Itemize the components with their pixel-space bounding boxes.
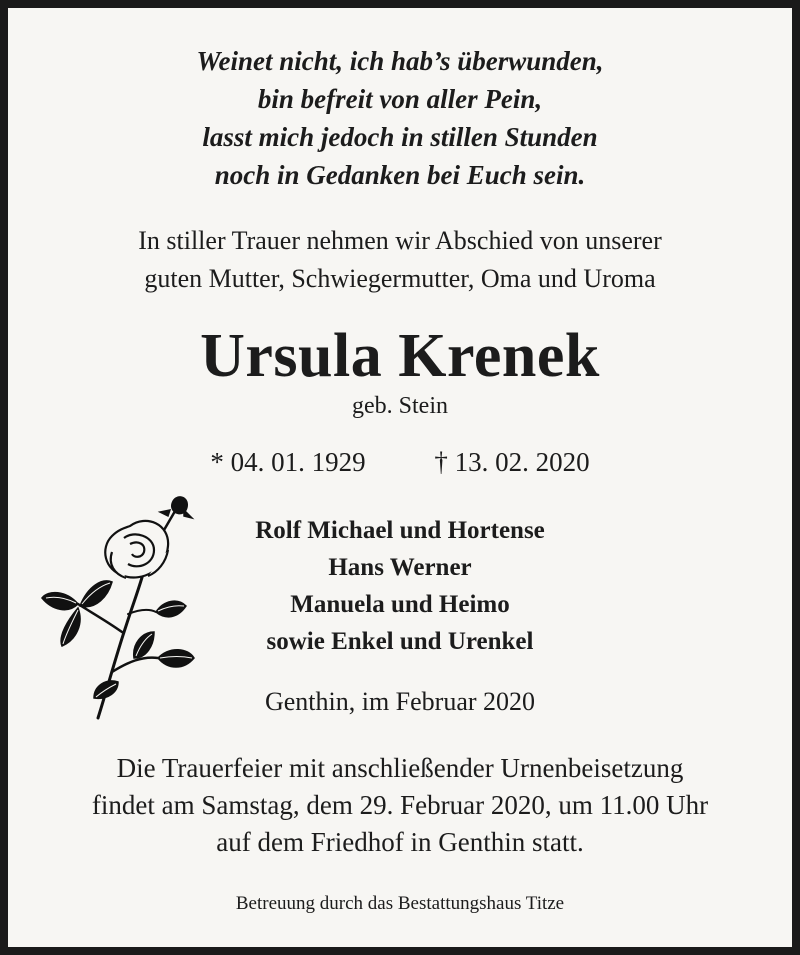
service-line: findet am Samstag, dem 29. Februar 2020, um 11.00 Uhr	[91, 790, 709, 820]
poem	[8, 42, 792, 194]
deceased-name: Ursula Krenek	[200, 322, 600, 390]
mourner-line: Manuela und Heimo	[290, 591, 510, 618]
poem-line: lasst mich jedoch in stillen Stunden	[202, 122, 598, 152]
maiden-name: geb. Stein	[352, 393, 448, 419]
birth-date: * 04. 01. 1929	[210, 447, 366, 477]
intro-text	[8, 222, 792, 298]
mourners-list	[8, 512, 792, 660]
mourner-line: sowie Enkel und Urenkel	[266, 628, 534, 655]
intro-line: guten Mutter, Schwiegermutter, Oma und Uroma	[144, 264, 656, 293]
place-and-date: Genthin, im Februar 2020	[264, 687, 536, 716]
mourner-line: Rolf Michael und Hortense	[255, 517, 545, 544]
death-date: † 13. 02. 2020	[434, 447, 590, 477]
service-line: auf dem Friedhof in Genthin statt.	[216, 827, 584, 857]
mourner-line: Hans Werner	[328, 554, 472, 581]
life-dates	[8, 444, 792, 480]
funeral-home-credit: Betreuung durch das Bestattungshaus Titze	[235, 893, 565, 914]
service-line: Die Trauerfeier mit anschließender Urnenbeisetzung	[116, 753, 684, 783]
poem-line: Weinet nicht, ich hab’s überwunden,	[196, 46, 604, 76]
intro-line: In stiller Trauer nehmen wir Abschied von unserer	[138, 226, 662, 255]
service-info	[8, 750, 792, 861]
poem-line: bin befreit von aller Pein,	[257, 84, 543, 114]
poem-line: noch in Gedanken bei Euch sein.	[214, 160, 586, 190]
